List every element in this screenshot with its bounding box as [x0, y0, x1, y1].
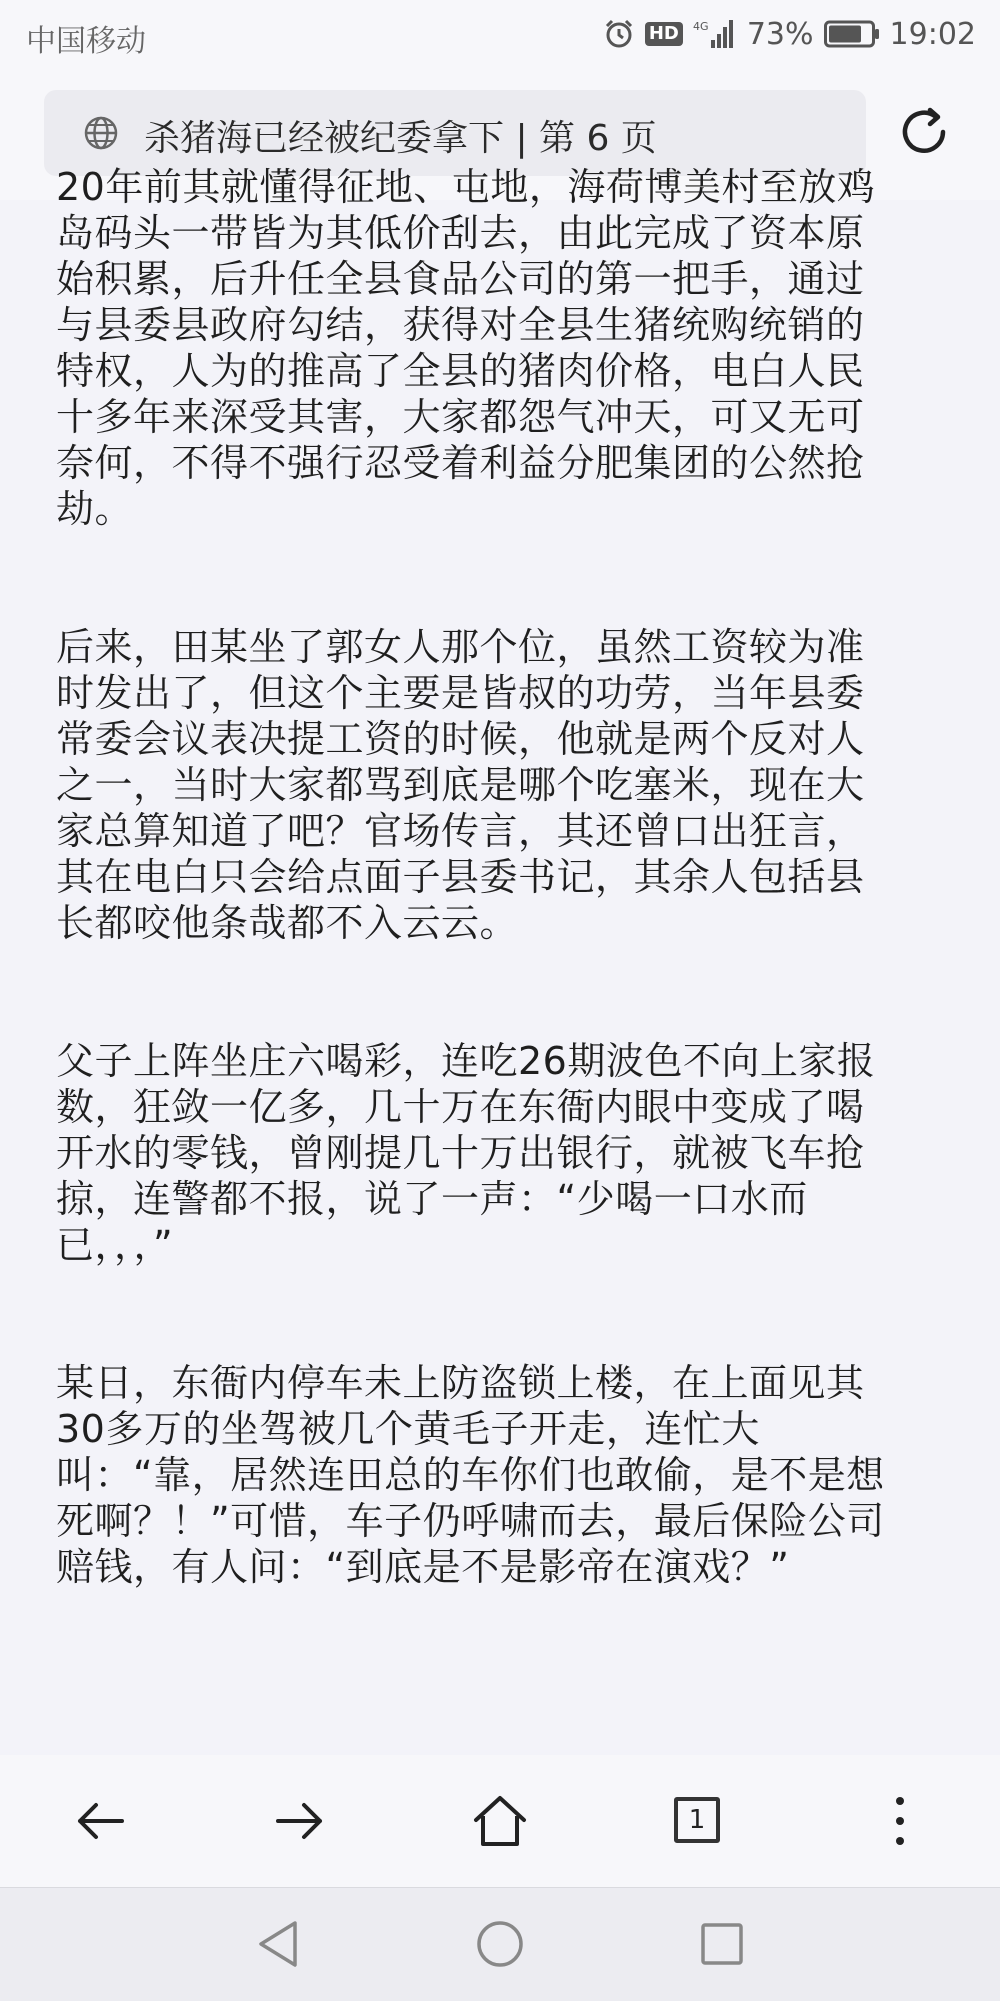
- more-menu-icon: [890, 1793, 910, 1849]
- hd-badge: HD: [645, 22, 683, 46]
- page-title: 杀猪海已经被纪委拿下 | 第 6 页: [144, 118, 657, 159]
- globe-icon: [82, 114, 120, 152]
- clock: 19:02: [889, 16, 976, 52]
- system-nav-bar: [0, 1887, 1000, 2001]
- nav-back-icon: [255, 1919, 301, 1969]
- svg-text:4G: 4G: [692, 20, 709, 33]
- article-paragraph: 父子上阵坐庄六喝彩，连吃26期波色不向上家报 数，狂敛一亿多，几十万在东衙内眼中变成了喝 开水的零钱，曾刚提几十万出银行，就被飞车抢 掠，连警都不报，说了一声：“少喝一口水而 已，，，”: [56, 1039, 876, 1267]
- alarm-icon: [603, 18, 635, 50]
- article-paragraph: 某日，东衙内停车未上防盗锁上楼，在上面见其 30多万的坐驾被几个黄毛子开走，连忙大 叫：“靠，居然连田总的车你们也敢偷，是不是想 死啊？！”可惜，车子仍呼啸而去，最后保险公司 赔钱，有人问：“到底是不是影帝在演戏？”: [56, 1361, 885, 1589]
- forward-arrow-icon: [272, 1793, 328, 1849]
- browser-toolbar: [0, 1755, 1000, 1887]
- nav-back-button[interactable]: [250, 1916, 306, 1972]
- nav-home-button[interactable]: [472, 1916, 528, 1972]
- reload-icon[interactable]: [896, 104, 952, 160]
- carrier-name: 中国移动: [26, 24, 146, 59]
- battery-percent: 73%: [746, 16, 814, 52]
- tabs-button[interactable]: 1: [674, 1797, 720, 1843]
- nav-recents-button[interactable]: [694, 1916, 750, 1972]
- home-button[interactable]: [470, 1791, 530, 1851]
- nav-home-icon: [475, 1919, 525, 1969]
- nav-recents-icon: [699, 1921, 745, 1967]
- article-content[interactable]: [0, 165, 1000, 1755]
- article-paragraph: 20年前其就懂得征地、屯地，海荷博美村至放鸡 岛码头一带皆为其低价刮去，由此完成了资本原 始积累，后升任全县食品公司的第一把手，通过 与县委县政府勾结，获得对全县生猪统购统销的 特权，人为的推高了全县的猪肉价格，电白人民 十多年来深受其害，大家都怨气冲天，可又无可 奈何，不得不强行忍受着利益分肥集团的公然抢 劫。: [56, 165, 876, 531]
- signal-icon: [693, 18, 737, 50]
- status-icons: [603, 14, 976, 54]
- forward-button[interactable]: [270, 1791, 330, 1851]
- article-paragraph: 后来，田某坐了郭女人那个位，虽然工资较为准 时发出了，但这个主要是皆叔的功劳，当年县委 常委会议表决提工资的时候，他就是两个反对人 之一，当时大家都骂到底是哪个吃塞米，现在大 家总算知道了吧？官场传言，其还曾口出狂言， 其在电白只会给点面子县委书记，其余人包括县 长都咬他条哉都不入云云。: [56, 625, 865, 945]
- back-button[interactable]: [70, 1791, 130, 1851]
- status-bar: [0, 0, 1000, 70]
- back-arrow-icon: [72, 1793, 128, 1849]
- more-menu-button[interactable]: [870, 1791, 930, 1851]
- home-icon: [471, 1792, 529, 1850]
- battery-icon: [824, 20, 880, 48]
